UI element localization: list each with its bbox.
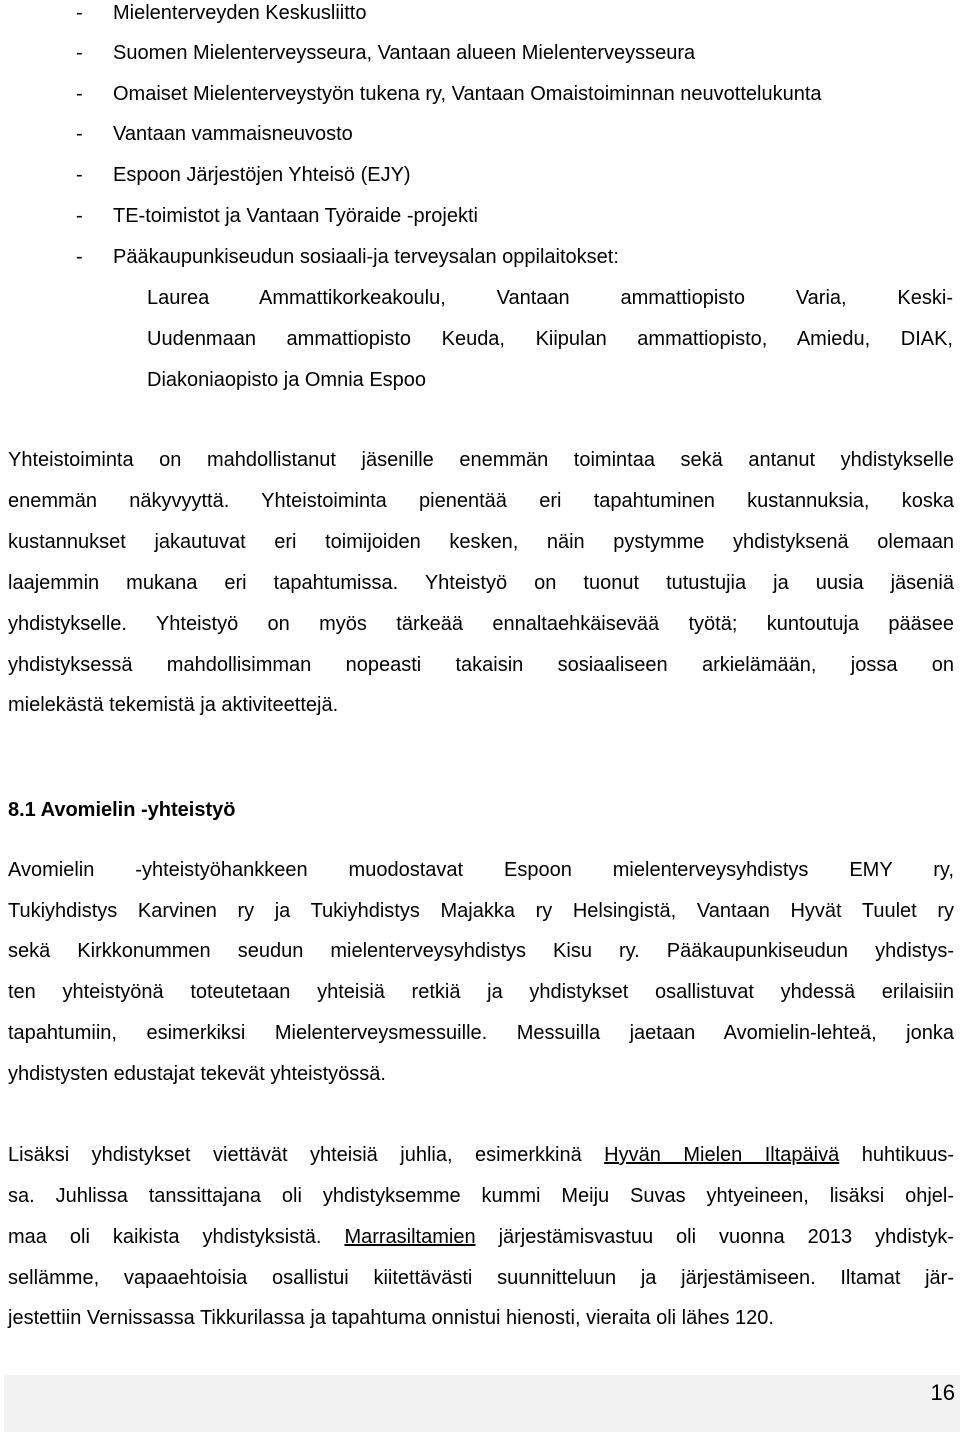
paragraph-line: kustannukset jakautuvat eri toimijoiden kesken, näin pystymme yhdistyksenä olemaan: [8, 531, 954, 553]
page-number: 16: [930, 1380, 955, 1405]
hyvan-mielen-iltapaiva-link[interactable]: Hyvän Mielen Iltapäivä: [604, 1144, 840, 1166]
paragraph-line: [8, 1224, 954, 1250]
paragraph-line: sekä Kirkkonummen seudun mielenterveysyhdistys Kisu ry. Pääkaupunkiseudun yhdistys-: [8, 940, 954, 962]
marrasiltamien-link[interactable]: Marrasiltamien: [344, 1226, 476, 1248]
list-item-text: Mielenterveyden Keskusliitto: [113, 2, 367, 24]
section-heading: 8.1 Avomielin -yhteistyö: [8, 799, 236, 821]
page-footer: [4, 1375, 960, 1432]
paragraph-line: Avomielin -yhteistyöhankkeen muodostavat Espoon mielenterveysyhdistys EMY ry,: [8, 859, 954, 881]
list-subline: Uudenmaan ammattiopisto Keuda, Kiipulan ammattiopisto, Amiedu, DIAK,: [147, 328, 953, 350]
paragraph-line: [8, 1142, 954, 1168]
list-dash: -: [76, 42, 83, 64]
list-dash: -: [76, 83, 83, 105]
paragraph-line: yhdistysten edustajat tekevät yhteistyössä.: [8, 1063, 386, 1085]
text-segment: järjestämisvastuu oli vuonna 2013 yhdistyk-: [475, 1226, 954, 1248]
list-item-text: Suomen Mielenterveysseura, Vantaan alueen Mielenterveysseura: [113, 42, 696, 64]
list-dash: -: [76, 164, 83, 186]
paragraph-line: tapahtumiin, esimerkiksi Mielenterveysmessuille. Messuilla jaetaan Avomielin-lehteä, jonka: [8, 1022, 954, 1044]
paragraph-line: yhdistykselle. Yhteistyö on myös tärkeää ennaltaehkäisevää työtä; kuntoutuja pääsee: [8, 613, 954, 635]
list-dash: -: [76, 246, 83, 268]
paragraph-line: ten yhteistyönä toteutetaan yhteisiä retkiä ja yhdistykset osallistuvat yhdessä erilaisiin: [8, 981, 954, 1003]
paragraph-line: sa. Juhlissa tanssittajana oli yhdistyksemme kummi Meiju Suvas yhtyeineen, lisäksi ohjel-: [8, 1185, 954, 1207]
list-dash: -: [76, 205, 83, 227]
text-segment: Lisäksi yhdistykset viettävät yhteisiä juhlia, esimerkkinä: [8, 1144, 605, 1166]
paragraph-line: sellämme, vapaaehtoisia osallistui kiitettävästi suunnitteluun ja järjestämiseen. Iltamat jär-: [8, 1267, 954, 1289]
paragraph-line: Yhteistoiminta on mahdollistanut jäsenille enemmän toimintaa sekä antanut yhdistykselle: [8, 449, 954, 471]
paragraph-line: laajemmin mukana eri tapahtumissa. Yhteistyö on tuonut tutustujia ja uusia jäseniä: [8, 572, 954, 594]
paragraph-line: enemmän näkyvyyttä. Yhteistoiminta pienentää eri tapahtuminen kustannuksia, koska: [8, 490, 954, 512]
paragraph-line: Tukiyhdistys Karvinen ry ja Tukiyhdistys Majakka ry Helsingistä, Vantaan Hyvät Tuulet ry: [8, 900, 954, 922]
list-item-text: Espoon Järjestöjen Yhteisö (EJY): [113, 164, 411, 186]
paragraph-line: jestettiin Vernissassa Tikkurilassa ja tapahtuma onnistui hienosti, vieraita oli lähes 120.: [8, 1307, 774, 1329]
list-dash: -: [76, 2, 83, 24]
list-subline: Diakoniaopisto ja Omnia Espoo: [147, 369, 427, 391]
text-segment: maa oli kaikista yhdistyksistä.: [8, 1226, 345, 1248]
list-item-text: Pääkaupunkiseudun sosiaali-ja terveysalan oppilaitokset:: [113, 246, 619, 268]
list-dash: -: [76, 123, 83, 145]
paragraph-line: yhdistyksessä mahdollisimman nopeasti takaisin sosiaaliseen arkielämään, jossa on: [8, 654, 954, 676]
text-segment: huhtikuus-: [839, 1144, 954, 1166]
list-item-text: TE-toimistot ja Vantaan Työraide -projekti: [113, 205, 478, 227]
list-item-text: Omaiset Mielenterveystyön tukena ry, Vantaan Omaistoiminnan neuvottelukunta: [113, 83, 822, 105]
list-subline: Laurea Ammattikorkeakoulu, Vantaan ammattiopisto Varia, Keski-: [147, 287, 953, 309]
paragraph-line: mielekästä tekemistä ja aktiviteettejä.: [8, 694, 339, 716]
list-item-text: Vantaan vammaisneuvosto: [113, 123, 353, 145]
